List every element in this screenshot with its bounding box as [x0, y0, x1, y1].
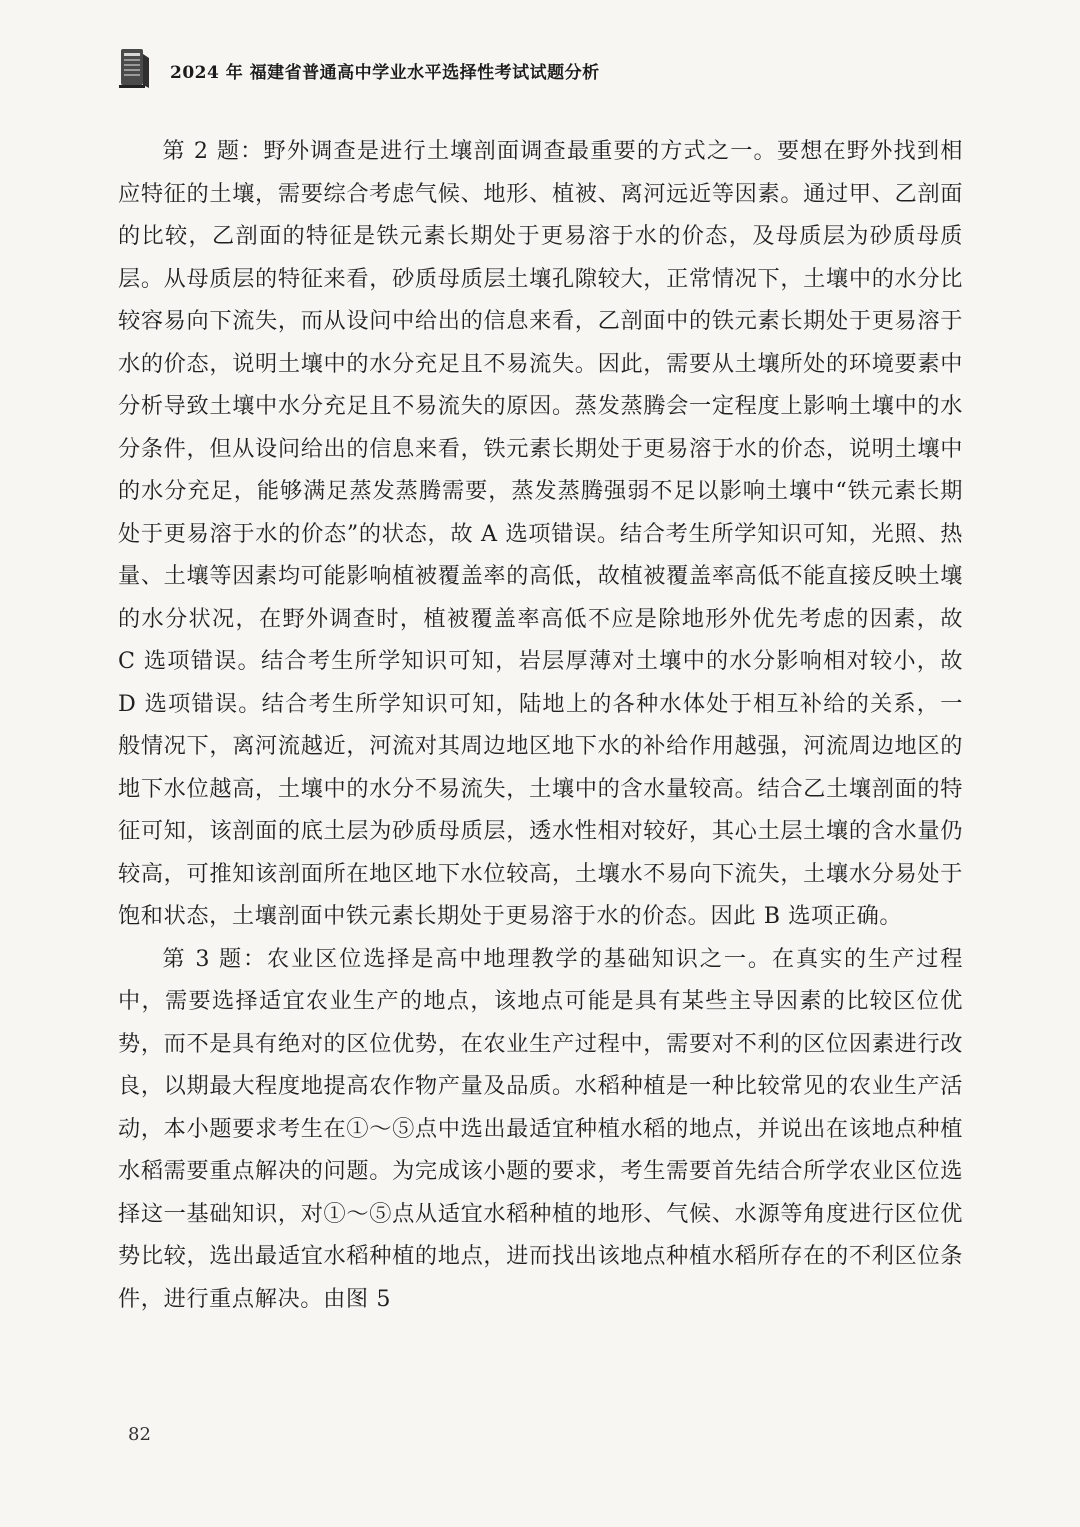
page-header [118, 44, 978, 96]
page-number: 82 [128, 1424, 151, 1445]
paragraph-question-2: 第 2 题：野外调查是进行土壤剖面调查最重要的方式之一。要想在野外找到相应特征的土壤，需要综合考虑气候、地形、植被、离河远近等因素。通过甲、乙剖面的比较，乙剖面的特征是铁元素长期处于更易溶于水的价态，及母质层为砂质母质层。从母质层的特征来看，砂质母质层土壤孔隙较大，正常情况下，土壤中的水分比较容易向下流失，而从设问中给出的信息来看，乙剖面中的铁元素长期处于更易溶于水的价态，说明土壤中的水分充足且不易流失。因此，需要从土壤所处的环境要素中分析导致土壤中水分充足且不易流失的原因。蒸发蒸腾会一定程度上影响土壤中的水分条件，但从设问给出的信息来看，铁元素长期处于更易溶于水的价态，说明土壤中的水分充足，能够满足蒸发蒸腾需要，蒸发蒸腾强弱不足以影响土壤中“铁元素长期处于更易溶于水的价态”的状态，故 A 选项错误。结合考生所学知识可知，光照、热量、土壤等因素均可能影响植被覆盖率的高低，故植被覆盖率高低不能直接反映土壤的水分状况，在野外调查时，植被覆盖率高低不应是除地形外优先考虑的因素，故 C 选项错误。结合考生所学知识可知，岩层厚薄对土壤中的水分影响相对较小，故 D 选项错误。结合考生所学知识可知，陆地上的各种水体处于相互补给的关系，一般情况下，离河流越近，河流对其周边地区地下水的补给作用越强，河流周边地区的地下水位越高，土壤中的水分不易流失，土壤中的含水量较高。结合乙土壤剖面的特征可知，该剖面的底土层为砂质母质层，透水性相对较好，其心土层土壤的含水量仍较高，可推知该剖面所在地区地下水位较高，土壤水不易向下流失，土壤水分易处于饱和状态，土壤剖面中铁元素长期处于更易溶于水的价态。因此 B 选项正确。 [118, 138, 963, 929]
article-body [118, 130, 963, 1320]
book-icon [118, 46, 152, 90]
paragraph-question-3: 第 3 题：农业区位选择是高中地理教学的基础知识之一。在真实的生产过程中，需要选择适宜农业生产的地点，该地点可能是具有某些主导因素的比较区位优势，而不是具有绝对的区位优势，在农业生产过程中，需要对不利的区位因素进行改良，以期最大程度地提高农作物产量及品质。水稻种植是一种比较常见的农业生产活动，本小题要求考生在①～⑤点中选出最适宜种植水稻的地点，并说出在该地点种植水稻需要重点解决的问题。为完成该小题的要求，考生需要首先结合所学农业区位选择这一基础知识，对①～⑤点从适宜水稻种植的地形、气候、水源等角度进行区位优势比较，选出最适宜水稻种植的地点，进而找出该地点种植水稻所存在的不利区位条件，进行重点解决。由图 5 [118, 945, 963, 1312]
header-title: 2024 年 福建省普通高中学业水平选择性考试试题分析 [170, 63, 600, 83]
